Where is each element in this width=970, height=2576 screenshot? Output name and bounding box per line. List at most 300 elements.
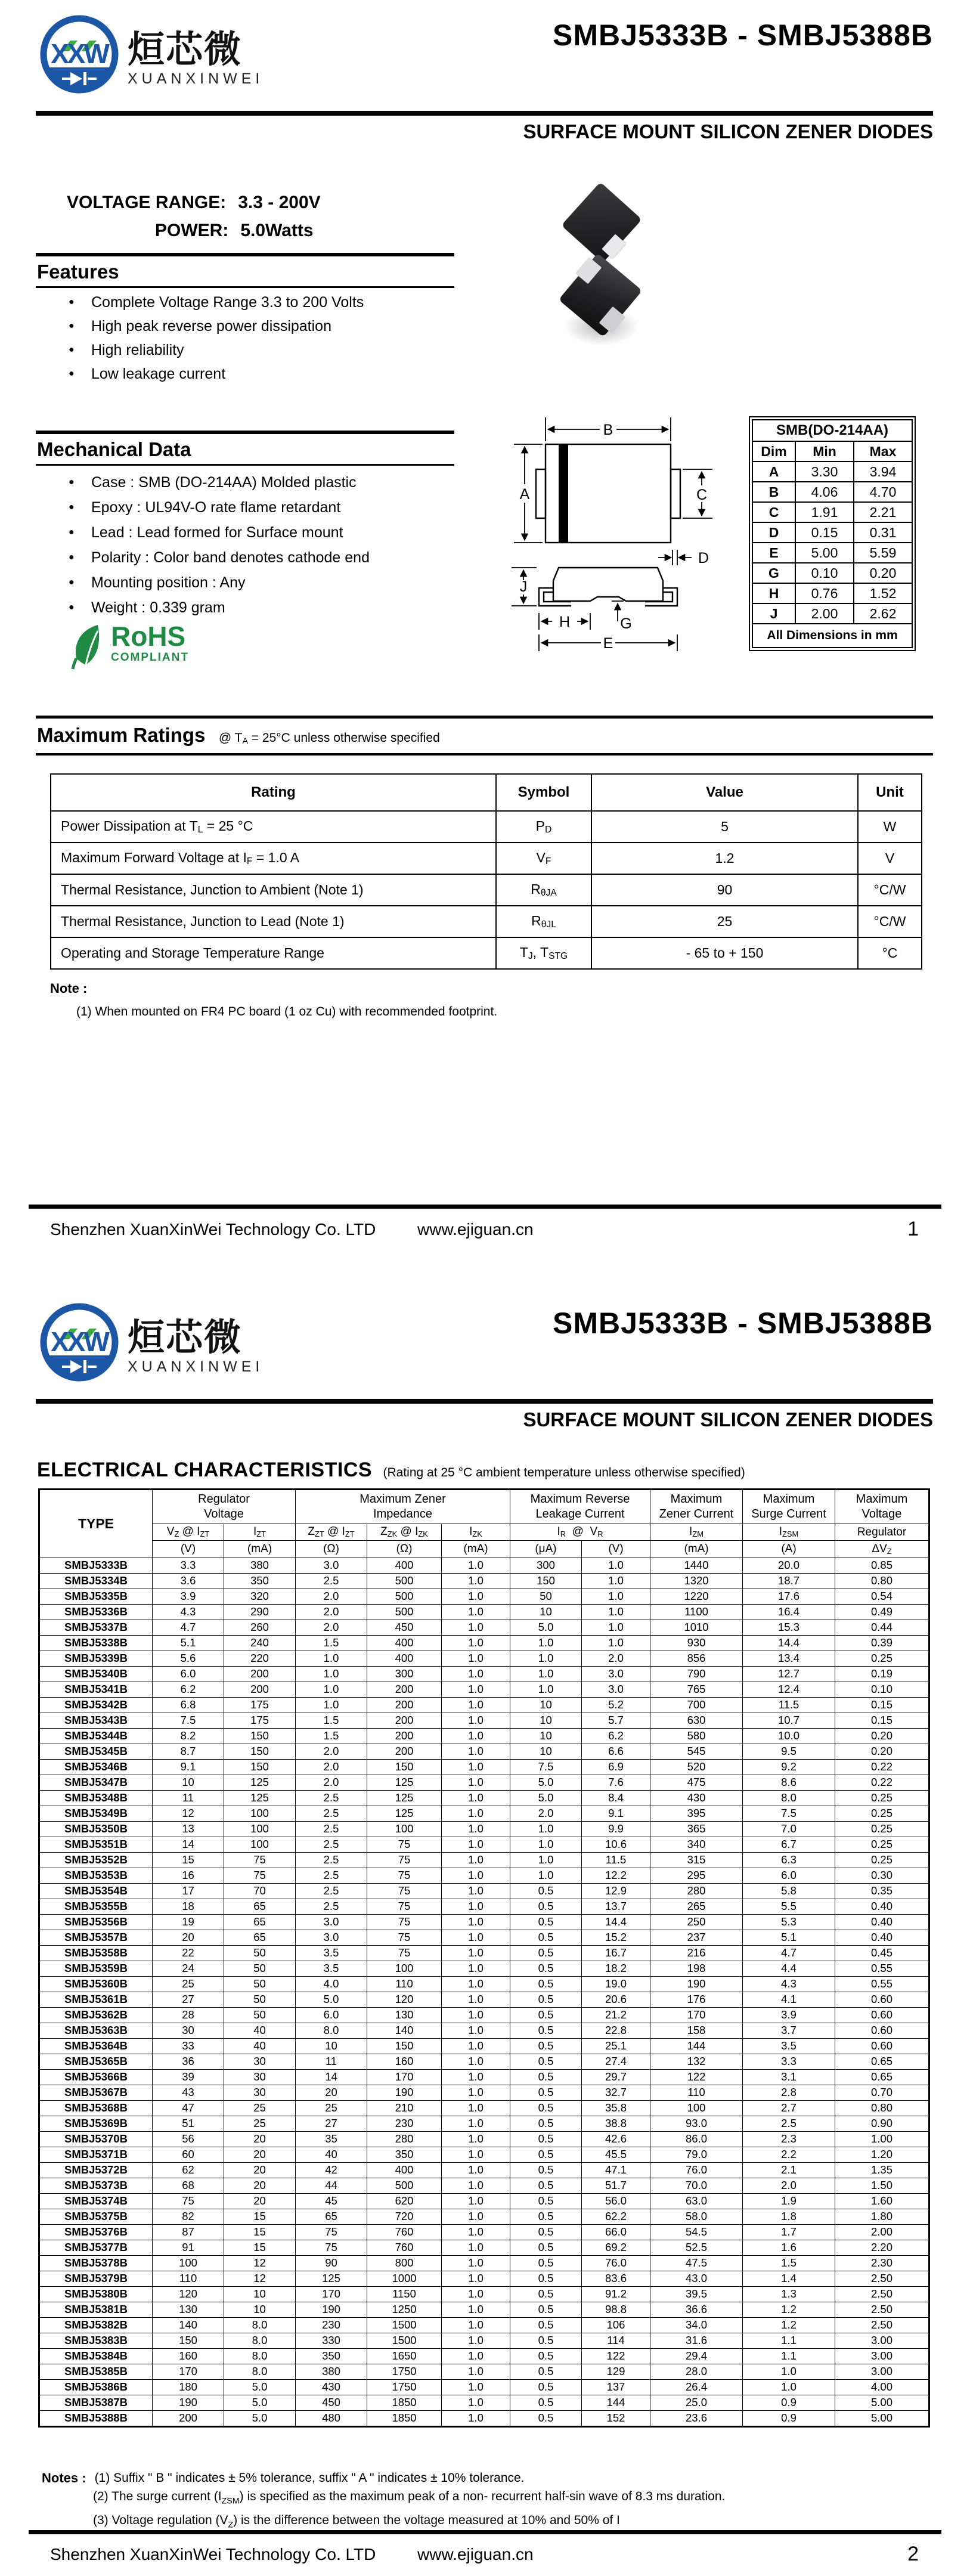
table-cell: 1500 [367,2333,442,2349]
table-cell: 1.0 [442,2132,510,2147]
table-cell: 365 [650,1822,743,1837]
table-cell: 25.0 [650,2395,743,2411]
table-cell: 1.0 [442,2395,510,2411]
table-cell: 1.0 [442,1729,510,1744]
dim-label-j: J [519,578,528,595]
table-cell: 9.1 [153,1760,224,1775]
table-cell: 56.0 [582,2194,650,2209]
table-cell: 800 [367,2256,442,2271]
table-cell: 100 [367,1822,442,1837]
table-cell: 1.0 [743,2380,835,2395]
table-row [39,2364,929,2380]
table-cell: 8.2 [153,1729,224,1744]
table-cell: 51 [153,2116,224,2132]
regulator-symbol: Regulator [835,1524,929,1541]
table-cell: SMBJ5334B [39,1574,153,1589]
table-cell: 430 [650,1791,743,1806]
table-cell: 10 [510,1605,582,1620]
table-row [39,2209,929,2225]
table-cell: 4.3 [743,1977,835,1992]
table-cell: 720 [367,2209,442,2225]
table-cell: 315 [650,1853,743,1868]
table-cell: 2.0 [296,1620,367,1636]
table-row [39,2302,929,2318]
table-cell: 5.2 [582,1698,650,1713]
table-cell: 1.0 [442,2380,510,2395]
table-row [39,2054,929,2070]
table-cell: B [752,482,795,502]
unit-ohm-1: (Ω) [296,1541,367,1558]
table-cell: SMBJ5347B [39,1775,153,1791]
table-cell: 60 [153,2147,224,2163]
table-cell: 79.0 [650,2147,743,2163]
table-cell: 6.8 [153,1698,224,1713]
list-item: ● Weight : 0.339 gram [57,595,474,620]
table-cell: 1.20 [835,2147,929,2163]
company-logo [35,1299,264,1388]
table-cell: 2.5 [296,1822,367,1837]
table-cell: SMBJ5346B [39,1760,153,1775]
table-cell: 400 [367,1558,442,1574]
table-cell: SMBJ5359B [39,1961,153,1977]
table-row [51,937,922,969]
table-row [39,2023,929,2039]
table-cell: 250 [650,1915,743,1930]
table-cell: 160 [367,2054,442,2070]
table-cell: 220 [224,1651,296,1667]
list-item: ● Low leakage current [57,362,462,386]
table-cell: 90 [591,874,858,906]
table-cell: 1.0 [510,1868,582,1884]
table-cell: 1.0 [442,2302,510,2318]
notes-label: Notes : [42,2470,86,2485]
table-cell: 2.0 [582,1651,650,1667]
max-ratings-title: Maximum Ratings [37,724,206,746]
table-cell: 65 [224,1930,296,1946]
table-cell: 1650 [367,2349,442,2364]
logo-xxw-icon [35,1299,124,1388]
table-cell: 65 [296,2209,367,2225]
table-cell: 0.60 [835,2023,929,2039]
table-row [39,1899,929,1915]
table-cell: 13.4 [743,1651,835,1667]
unit-ua: (μA) [510,1541,582,1558]
table-cell: 3.0 [296,1558,367,1574]
table-cell: 175 [224,1713,296,1729]
table-cell: SMBJ5377B [39,2240,153,2256]
table-cell: 9.5 [743,1744,835,1760]
table-cell: C [752,502,795,522]
table-cell: 3.5 [296,1946,367,1961]
table-cell: 27.4 [582,2054,650,2070]
page-number: 2 [907,2543,919,2565]
table-cell: 3.0 [296,1930,367,1946]
table-cell: 144 [650,2039,743,2054]
table-cell: SMBJ5357B [39,1930,153,1946]
table-cell: 10 [510,1698,582,1713]
table-cell: 0.20 [835,1729,929,1744]
table-cell: 16.7 [582,1946,650,1961]
table-cell: 8.6 [743,1775,835,1791]
table-cell: 87 [153,2225,224,2240]
table-cell: 280 [367,2132,442,2147]
table-cell: SMBJ5351B [39,1837,153,1853]
table-cell: 4.0 [296,1977,367,1992]
table-cell: 12.7 [743,1667,835,1682]
table-cell: 39.5 [650,2287,743,2302]
table-cell: 1.0 [442,2147,510,2163]
table-cell: 0.5 [510,2318,582,2333]
table-cell: 0.15 [795,522,854,543]
table-row [39,2240,929,2256]
table-cell: 8.7 [153,1744,224,1760]
elec-heading-condition: (Rating at 25 °C ambient temperature unless otherwise specified) [383,1466,745,1479]
table-cell: 140 [367,2023,442,2039]
table-row [39,1558,929,1574]
table-cell: 0.5 [510,2054,582,2070]
table-cell: 1.5 [296,1713,367,1729]
zzk-symbol: $Z_{ZK}$ @ $I_{ZK}$ [367,1524,442,1541]
table-cell: 1.0 [510,1651,582,1667]
zener-current-group-header: Maximum Zener Current [650,1490,743,1524]
table-cell: 1.0 [442,2116,510,2132]
table-cell: $P_D$ [496,811,591,843]
table-cell: 32.7 [582,2085,650,2101]
table-row [39,1806,929,1822]
table-cell: 1.0 [582,1558,650,1574]
table-cell: 1.0 [442,2411,510,2427]
table-cell: 20 [224,2132,296,2147]
min-col-header: Min [795,441,854,462]
logo-chinese-name: 烜芯微 [128,1317,243,1358]
table-cell: 200 [367,1698,442,1713]
table-cell: 170 [650,2008,743,2023]
table-cell: 1.00 [835,2132,929,2147]
table-row [752,563,912,583]
table-cell: 240 [224,1636,296,1651]
table-cell: 1010 [650,1620,743,1636]
symbol-col-header: Symbol [496,774,591,811]
table-cell: 350 [224,1574,296,1589]
table-cell: 0.30 [835,1868,929,1884]
table-cell: 19 [153,1915,224,1930]
table-cell: 0.54 [835,1589,929,1605]
table-cell: SMBJ5374B [39,2194,153,2209]
mechanical-section-heading [36,431,454,466]
note-items [50,1005,497,1019]
table-cell: 15 [224,2240,296,2256]
table-cell: 150 [367,1760,442,1775]
table-cell: 475 [650,1775,743,1791]
max-ratings-heading [36,716,933,756]
table-row [51,874,922,906]
izk-symbol: $I_{ZK}$ [442,1524,510,1541]
table-cell: 40 [296,2147,367,2163]
table-cell: 0.55 [835,1977,929,1992]
table-cell: 395 [650,1806,743,1822]
table-cell: 7.5 [510,1760,582,1775]
table-cell: 0.5 [510,2380,582,2395]
table-cell: 29.7 [582,2070,650,2085]
table-cell: 230 [296,2318,367,2333]
table-cell: 21.2 [582,2008,650,2023]
table-cell: 47.5 [650,2256,743,2271]
table-cell: 12.9 [582,1884,650,1899]
list-item: ● Complete Voltage Range 3.3 to 200 Volts [57,290,462,314]
table-cell: 28.0 [650,2364,743,2380]
table-cell: 1.0 [442,2318,510,2333]
table-cell: SMBJ5355B [39,1899,153,1915]
table-cell: 175 [224,1698,296,1713]
table-cell: 0.10 [835,1682,929,1698]
notes-line-1 [42,2469,888,2487]
table-cell: 65 [224,1915,296,1930]
table-cell: 76.0 [582,2256,650,2271]
table-cell: 10 [510,1713,582,1729]
table-cell: 63.0 [650,2194,743,2209]
table-cell: °C/W [858,874,922,906]
table-cell: 200 [367,1729,442,1744]
dim-label-e: E [603,635,613,652]
table-cell: 1.5 [296,1636,367,1651]
footer-divider [29,1205,941,1209]
table-cell: 3.5 [743,2039,835,2054]
table-cell: 47.1 [582,2163,650,2178]
dimension-labels [520,422,709,652]
table-cell: 1.0 [442,2240,510,2256]
voltage-range-value: 3.3 - 200V [238,193,321,212]
table-cell: 29.4 [650,2349,743,2364]
table-cell: 1.0 [582,1636,650,1651]
table-cell: SMBJ5383B [39,2333,153,2349]
table-cell: 2.5 [296,1884,367,1899]
table-cell: 2.0 [510,1806,582,1822]
table-cell: 19.0 [582,1977,650,1992]
doc-subtitle: SURFACE MOUNT SILICON ZENER DIODES [523,120,933,143]
table-cell: 25 [296,2101,367,2116]
table-cell: 0.22 [835,1775,929,1791]
table-cell: 150 [224,1760,296,1775]
table-row [39,1682,929,1698]
table-cell: 700 [650,1698,743,1713]
table-row [39,2101,929,2116]
table-cell: D [752,522,795,543]
table-cell: 10 [224,2302,296,2318]
table-cell: 24 [153,1961,224,1977]
table-cell: 3.30 [795,462,854,482]
table-cell: 2.50 [835,2302,929,2318]
table-cell: 158 [650,2023,743,2039]
table-cell: 5.0 [224,2395,296,2411]
table-cell: 0.5 [510,1977,582,1992]
table-row [39,1605,929,1620]
table-cell: Power Dissipation at $T_L = 25$ °C [51,811,496,843]
table-cell: 22.8 [582,2023,650,2039]
table-cell: 0.5 [510,1899,582,1915]
table-cell: - 65 to + 150 [591,937,858,969]
table-cell: 0.5 [510,1961,582,1977]
table-cell: 1.0 [442,1899,510,1915]
table-cell: SMBJ5388B [39,2411,153,2427]
table-cell: 0.65 [835,2070,929,2085]
table-cell: 20 [224,2178,296,2194]
table-cell: 144 [582,2395,650,2411]
table-cell: 30 [224,2054,296,2070]
table-cell: SMBJ5342B [39,1698,153,1713]
table-cell: 0.5 [510,2101,582,2116]
table-row [39,2349,929,2364]
table-cell: 10 [510,1744,582,1760]
table-cell: 50 [224,1977,296,1992]
table-cell: 0.25 [835,1837,929,1853]
table-cell: 500 [367,1574,442,1589]
table-cell: 1.7 [743,2225,835,2240]
table-cell: 500 [367,1605,442,1620]
doc-title: SMBJ5333B - SMBJ5388B [553,1306,933,1340]
table-row [39,2178,929,2194]
table-cell: 2.5 [296,1899,367,1915]
rohs-compliant-label: COMPLIANT [111,651,189,664]
table-cell: 0.5 [510,2302,582,2318]
table-cell: 1.0 [510,1667,582,1682]
table-cell: SMBJ5372B [39,2163,153,2178]
list-item: (3) Voltage regulation $(V_Z)$ is the difference between the voltage measured at 10% and 50% of I [93,2513,620,2530]
table-cell: 45.5 [582,2147,650,2163]
table-cell: 0.5 [510,2395,582,2411]
table-cell: 450 [367,1620,442,1636]
table-cell: 2.5 [296,1853,367,1868]
table-cell: 27 [296,2116,367,2132]
table-cell: 500 [367,1589,442,1605]
table-cell: 0.40 [835,1899,929,1915]
table-cell: 20 [296,2085,367,2101]
table-cell: °C [858,937,922,969]
table-cell: 4.3 [153,1605,224,1620]
table-cell: 2.21 [854,502,912,522]
table-row [39,2271,929,2287]
table-cell: 8.0 [224,2318,296,2333]
table-cell: 5.6 [153,1651,224,1667]
table-cell: SMBJ5378B [39,2256,153,2271]
table-row [39,1636,929,1651]
table-cell: H [752,583,795,603]
table-cell: 1.5 [743,2256,835,2271]
table-cell: 8.4 [582,1791,650,1806]
table-cell: 190 [367,2085,442,2101]
table-cell: 14.4 [582,1915,650,1930]
table-row [39,1620,929,1636]
table-cell: 98.8 [582,2302,650,2318]
table-cell: 14 [153,1837,224,1853]
table-cell: 18.2 [582,1961,650,1977]
table-cell: 237 [650,1930,743,1946]
table-cell: 152 [582,2411,650,2427]
unit-ohm-2: (Ω) [367,1541,442,1558]
table-cell: 1.0 [296,1698,367,1713]
table-cell: 4.00 [835,2380,929,2395]
table-cell: 200 [153,2411,224,2427]
table-cell: 6.9 [582,1760,650,1775]
table-cell: 0.5 [510,2039,582,2054]
table-cell: 1.35 [835,2163,929,2178]
max-col-header: Max [854,441,912,462]
table-cell: 1.0 [442,1977,510,1992]
table-cell: 15 [153,1853,224,1868]
table-row [39,1589,929,1605]
table-cell: 91 [153,2240,224,2256]
table-cell: 14 [296,2070,367,2085]
table-cell: 52.5 [650,2240,743,2256]
footer-company: Shenzhen XuanXinWei Technology Co. LTD [50,1220,376,1239]
table-cell: 0.90 [835,2116,929,2132]
table-row [39,1698,929,1713]
table-cell: 7.0 [743,1822,835,1837]
table-row [39,2163,929,2178]
footer-company: Shenzhen XuanXinWei Technology Co. LTD [50,2545,376,2563]
table-cell: 0.85 [835,1558,929,1574]
table-cell: 10 [224,2287,296,2302]
zener-impedance-group-header: Maximum Zener Impedance [296,1490,510,1524]
table-row [39,2070,929,2085]
table-cell: 1.0 [442,1558,510,1574]
table-cell: 1.0 [442,1915,510,1930]
table-cell: 3.7 [743,2023,835,2039]
table-cell: 6.0 [153,1667,224,1682]
table-cell: SMBJ5338B [39,1636,153,1651]
table-cell: 5.0 [224,2411,296,2427]
table-cell: 0.10 [795,563,854,583]
table-cell: 320 [224,1589,296,1605]
table-cell: 0.5 [510,2163,582,2178]
table-cell: 1.0 [582,1574,650,1589]
table-cell: 2.0 [296,1589,367,1605]
table-cell: Operating and Storage Temperature Range [51,937,496,969]
table-cell: 1100 [650,1605,743,1620]
table-cell: SMBJ5376B [39,2225,153,2240]
table-cell: SMBJ5387B [39,2395,153,2411]
unit-col-header: Unit [858,774,922,811]
svg-text:XXW: XXW [51,1326,108,1357]
table-cell: 38.8 [582,2116,650,2132]
elec-characteristics-heading [37,1459,745,1482]
notes-items [42,2487,888,2534]
table-cell: 2.5 [296,1791,367,1806]
table-row [39,1977,929,1992]
table-cell: 1.0 [442,1992,510,2008]
unit-ma-2: (mA) [442,1541,510,1558]
table-cell: 0.80 [835,1574,929,1589]
table-cell: 39 [153,2070,224,2085]
ir-vr-symbol: $I_R$ @ $V_R$ [510,1524,650,1541]
table-cell: 150 [224,1744,296,1760]
table-cell: 0.5 [510,2364,582,2380]
izm-symbol: $I_{ZM}$ [650,1524,743,1541]
table-cell: 130 [153,2302,224,2318]
table-cell: 1.4 [743,2271,835,2287]
mechanical-heading: Mechanical Data [36,434,454,466]
table-cell: 180 [153,2380,224,2395]
dim-label-b: B [603,422,613,438]
logo-xxw-icon [35,11,124,100]
table-cell: 8.0 [224,2364,296,2380]
table-cell: 0.5 [510,2116,582,2132]
table-cell: 125 [367,1775,442,1791]
table-cell: SMBJ5352B [39,1853,153,1868]
table-row [39,1713,929,1729]
table-cell: 0.49 [835,1605,929,1620]
type-col-header: TYPE [39,1490,153,1558]
note-label: Note : [50,981,88,996]
